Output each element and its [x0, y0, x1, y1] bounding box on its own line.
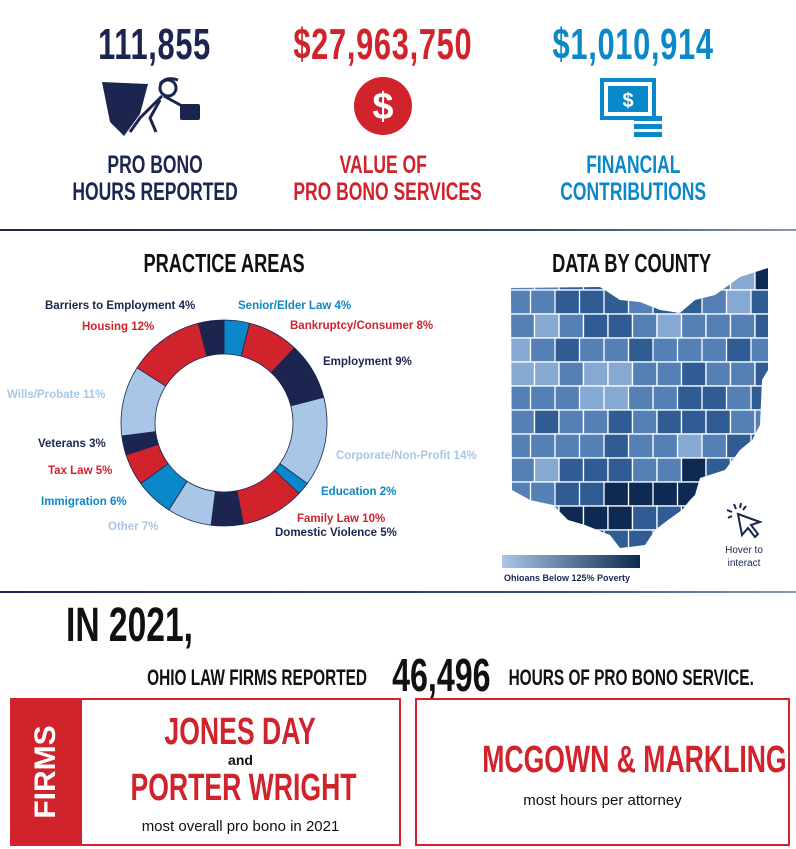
county-map-title: DATA BY COUNTY: [552, 248, 712, 278]
county-region[interactable]: [580, 530, 609, 554]
donut-label-education: Education 2%: [321, 486, 397, 498]
section-divider: [0, 591, 796, 593]
county-region[interactable]: [751, 434, 780, 458]
county-region[interactable]: [584, 410, 609, 434]
donut-label-senior-elder-law: Senior/Elder Law 4%: [238, 300, 352, 312]
county-region[interactable]: [608, 506, 633, 530]
firm-jones-day: JONES DAY: [164, 711, 317, 753]
county-region[interactable]: [559, 458, 584, 482]
county-region[interactable]: [506, 530, 535, 554]
stat-contributions: [503, 22, 763, 206]
county-region[interactable]: [629, 530, 658, 554]
county-region[interactable]: [633, 266, 658, 290]
county-region[interactable]: [633, 314, 658, 338]
donut-label-housing: Housing 12%: [82, 321, 155, 333]
county-region[interactable]: [706, 314, 731, 338]
stat-value-label-1: VALUE OF: [339, 151, 427, 179]
donut-label-wills-probate: Wills/Probate 11%: [7, 389, 106, 401]
county-region[interactable]: [559, 362, 584, 386]
stat-hours-label-2: HOURS REPORTED: [72, 178, 238, 206]
county-region[interactable]: [657, 362, 682, 386]
county-region[interactable]: [706, 458, 731, 482]
county-region[interactable]: [608, 458, 633, 482]
county-region[interactable]: [633, 362, 658, 386]
donut-label-immigration: Immigration 6%: [41, 496, 127, 508]
summary-line: [100, 648, 760, 702]
county-region[interactable]: [682, 506, 707, 530]
county-region[interactable]: [584, 266, 609, 290]
stat-contributions-label-1: FINANCIAL: [585, 151, 681, 179]
county-region[interactable]: [751, 290, 780, 314]
county-region[interactable]: [731, 458, 756, 482]
county-region[interactable]: [559, 266, 584, 290]
county-region[interactable]: [755, 410, 780, 434]
county-region[interactable]: [682, 362, 707, 386]
donut-label-tax-law: Tax Law 5%: [48, 465, 113, 477]
county-region[interactable]: [584, 362, 609, 386]
county-region[interactable]: [678, 530, 707, 554]
county-region[interactable]: [584, 506, 609, 530]
summary-year: IN 2021,: [66, 599, 194, 652]
dollar-circle-icon: [351, 74, 416, 139]
stat-value-label-2: PRO BONO SERVICES: [293, 178, 482, 206]
county-region[interactable]: [706, 266, 731, 290]
svg-text:$: $: [371, 86, 394, 128]
firm-connector: and: [228, 752, 253, 768]
county-region[interactable]: [584, 458, 609, 482]
donut-label-other: Other 7%: [108, 521, 159, 533]
svg-text:$: $: [622, 90, 634, 112]
poverty-legend-gradient: [502, 555, 640, 568]
county-region[interactable]: [535, 314, 560, 338]
county-region[interactable]: [535, 458, 560, 482]
firms-box-overall: [10, 698, 401, 846]
money-bill-icon: [598, 74, 668, 139]
hover-hint: Hover to interact: [725, 545, 763, 569]
county-region[interactable]: [653, 290, 682, 314]
county-region[interactable]: [751, 338, 780, 362]
summary-hours: 46,496: [391, 649, 491, 701]
stat-contributions-label-2: CONTRIBUTIONS: [560, 178, 706, 206]
county-region[interactable]: [535, 410, 560, 434]
donut-label-domestic-violence: Domestic Violence 5%: [275, 527, 397, 539]
county-region[interactable]: [653, 530, 682, 554]
county-region[interactable]: [559, 410, 584, 434]
donut-label-barriers-to-employment: Barriers to Employment 4%: [45, 300, 196, 312]
county-region[interactable]: [657, 314, 682, 338]
county-region[interactable]: [535, 506, 560, 530]
county-region[interactable]: [510, 266, 535, 290]
county-region[interactable]: [678, 482, 707, 506]
county-region[interactable]: [706, 410, 731, 434]
donut-label-family-law: Family Law 10%: [297, 513, 386, 525]
county-region[interactable]: [755, 458, 780, 482]
county-region[interactable]: [510, 362, 535, 386]
county-region[interactable]: [657, 458, 682, 482]
county-region[interactable]: [731, 362, 756, 386]
county-region[interactable]: [682, 410, 707, 434]
firm-per-attorney-caption: most hours per attorney: [523, 792, 682, 809]
poverty-legend-label: Ohioans Below 125% Poverty: [504, 573, 631, 583]
county-region[interactable]: [510, 410, 535, 434]
county-region[interactable]: [510, 506, 535, 530]
firm-mcgown-markling: MCGOWN & MARKLING: [482, 739, 787, 781]
firms-box-per-attorney: [415, 698, 790, 846]
donut-label-corporate-non-profit: Corporate/Non-Profit 14%: [336, 450, 477, 462]
stat-value: [253, 22, 513, 206]
county-region[interactable]: [531, 530, 560, 554]
county-region[interactable]: [535, 362, 560, 386]
county-region[interactable]: [584, 314, 609, 338]
county-region[interactable]: [510, 314, 535, 338]
summary-suffix: HOURS OF PRO BONO SERVICE.: [508, 665, 754, 690]
county-region[interactable]: [755, 266, 780, 290]
county-region[interactable]: [608, 362, 633, 386]
superhero-lawyer-icon: [100, 74, 210, 139]
firm-overall-caption: most overall pro bono in 2021: [141, 818, 340, 835]
cursor-click-icon: [724, 500, 764, 540]
county-region[interactable]: [608, 266, 633, 290]
county-region[interactable]: [682, 314, 707, 338]
county-region[interactable]: [535, 266, 560, 290]
stat-hours: [25, 22, 285, 206]
county-region[interactable]: [608, 410, 633, 434]
county-region[interactable]: [657, 266, 682, 290]
county-region[interactable]: [682, 266, 707, 290]
donut-label-veterans: Veterans 3%: [38, 438, 106, 450]
county-region[interactable]: [559, 506, 584, 530]
county-region[interactable]: [755, 362, 780, 386]
county-region[interactable]: [559, 314, 584, 338]
firms-side-label: FIRMS: [29, 725, 62, 819]
county-region[interactable]: [633, 506, 658, 530]
county-region[interactable]: [706, 362, 731, 386]
county-region[interactable]: [731, 314, 756, 338]
practice-areas-title: PRACTICE AREAS: [143, 248, 305, 278]
county-region[interactable]: [657, 410, 682, 434]
county-region[interactable]: [731, 266, 756, 290]
county-region[interactable]: [608, 314, 633, 338]
section-divider: [0, 229, 796, 231]
stat-value-value: $27,963,750: [293, 20, 473, 69]
stat-hours-value: 111,855: [98, 20, 212, 69]
county-region[interactable]: [633, 458, 658, 482]
stat-contributions-value: $1,010,914: [552, 20, 714, 69]
county-region[interactable]: [657, 506, 682, 530]
county-region[interactable]: [633, 410, 658, 434]
firm-porter-wright: PORTER WRIGHT: [130, 767, 357, 809]
county-region[interactable]: [682, 458, 707, 482]
donut-label-employment: Employment 9%: [323, 356, 412, 368]
stat-hours-label-1: PRO BONO: [107, 151, 203, 179]
county-region[interactable]: [510, 458, 535, 482]
county-region[interactable]: [731, 410, 756, 434]
county-region[interactable]: [555, 530, 584, 554]
summary-prefix: OHIO LAW FIRMS REPORTED: [147, 665, 368, 690]
county-region[interactable]: [755, 314, 780, 338]
county-region[interactable]: [751, 386, 780, 410]
donut-label-bankruptcy-consumer: Bankruptcy/Consumer 8%: [290, 320, 434, 332]
firms-side-band: [10, 698, 82, 846]
